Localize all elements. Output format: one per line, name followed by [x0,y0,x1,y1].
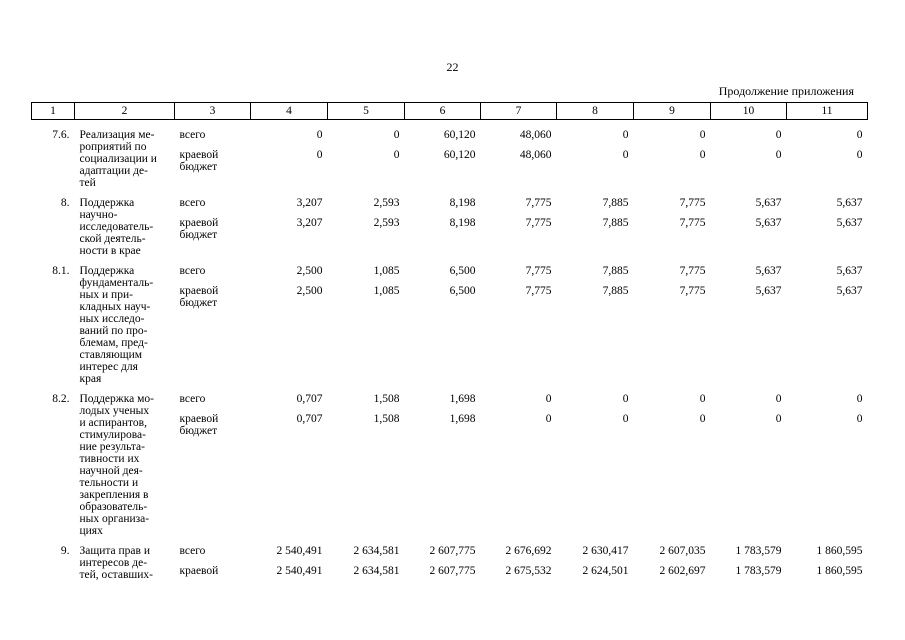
value: 2 607,775 [429,565,476,577]
value: 0 [856,393,863,405]
column-header-9: 9 [634,103,711,120]
value: 0 [316,149,323,161]
value-cell-col-5 [328,393,405,545]
value-cell-col-7 [481,120,557,198]
value: 5,637 [755,285,782,297]
value-cell-col-10 [711,120,787,198]
value-cell-col-7 [481,545,557,589]
value: 7,775 [679,217,706,229]
value-cell-col-9 [634,393,711,545]
value-cell-col-11 [787,197,868,265]
value: 7,775 [679,285,706,297]
value: 0 [622,129,629,141]
value-cell-col-5 [328,545,405,589]
value: 48,060 [519,149,552,161]
value: 0 [775,149,782,161]
value: 0 [856,129,863,141]
value: 0 [622,413,629,425]
value: 0 [699,413,706,425]
value: 0,707 [296,413,323,425]
value-cell-col-11 [787,120,868,198]
value: 0 [622,393,629,405]
value: 0 [622,149,629,161]
funding-source [175,197,251,265]
row-number: 8.2. [52,393,70,405]
value-cell-col-6 [405,393,481,545]
row-name: Поддержка мо- лодых ученых и аспирантов, стимулирова- ние результа- тивности их научной дея- тельности и закрепления в образователь- ных организа- циях [79,393,154,537]
value: 0 [545,413,552,425]
funding-source-label: краевой бюджет [179,413,219,437]
funding-source-label: краевой бюджет [179,149,219,173]
value: 5,637 [755,265,782,277]
value: 48,060 [519,129,552,141]
value: 2 602,697 [659,565,706,577]
value: 7,775 [525,265,552,277]
value: 1 783,579 [735,565,782,577]
value-cell-col-6 [405,545,481,589]
value: 0,707 [296,393,323,405]
value: 6,500 [449,265,476,277]
value-cell-col-8 [557,545,634,589]
value-cell-col-6 [405,197,481,265]
value: 0 [393,149,400,161]
value: 2,593 [373,197,400,209]
value: 7,775 [525,197,552,209]
value: 5,637 [836,265,863,277]
funding-source-label: всего [179,393,206,405]
value: 5,637 [836,217,863,229]
row-number: 8. [60,197,70,209]
column-header-2: 2 [75,103,175,120]
row-name: Поддержка фундаменталь- ных и при- кладных науч- ных исследо- ваний по про- блемам, пред- ставляющим интерес для края [79,265,154,385]
value-cell-col-9 [634,120,711,198]
value: 1,085 [373,265,400,277]
value: 2,593 [373,217,400,229]
row-name: Защита прав и интересов де- тей, оставших- [79,545,153,581]
value-cell-col-9 [634,197,711,265]
value: 2 540,491 [276,565,323,577]
funding-source-label: всего [179,129,206,141]
funding-source [175,545,251,589]
value: 60,120 [443,149,476,161]
table-row [32,545,868,589]
value: 5,637 [755,197,782,209]
value: 0 [699,393,706,405]
value-cell-col-4 [251,545,328,589]
value: 1,085 [373,285,400,297]
value: 2 634,581 [353,545,400,557]
page-number: 22 [446,60,459,74]
value: 1,508 [373,413,400,425]
value-cell-col-10 [711,197,787,265]
value: 5,637 [836,285,863,297]
value-cell-col-10 [711,545,787,589]
row-name: Поддержка научно- исследователь- ской деятель- ности в крае [79,197,154,257]
value: 0 [316,129,323,141]
value: 6,500 [449,285,476,297]
value: 0 [699,129,706,141]
value: 2 630,417 [582,545,629,557]
value: 0 [856,149,863,161]
value: 1,698 [449,413,476,425]
value: 8,198 [449,197,476,209]
value-cell-col-10 [711,393,787,545]
table-row [32,197,868,265]
header-row [32,103,868,120]
budget-table [31,102,868,589]
column-header-6: 6 [405,103,481,120]
table-row [32,393,868,545]
value-cell-col-7 [481,393,557,545]
value: 0 [545,393,552,405]
value: 8,198 [449,217,476,229]
value: 7,775 [679,197,706,209]
value: 2,500 [296,265,323,277]
value-cell-col-11 [787,393,868,545]
column-header-10: 10 [711,103,787,120]
value-cell-col-5 [328,120,405,198]
value: 0 [775,393,782,405]
value: 0 [856,413,863,425]
value-cell-col-8 [557,120,634,198]
value: 7,885 [602,265,629,277]
funding-source-label: краевой [179,565,219,577]
value: 5,637 [836,197,863,209]
value: 2 607,775 [429,545,476,557]
value-cell-col-4 [251,265,328,393]
column-header-11: 11 [787,103,868,120]
value-cell-col-6 [405,120,481,198]
value: 7,775 [525,217,552,229]
row-name: Реализация ме- роприятий по социализации и адаптации де- тей [79,129,157,189]
value-cell-col-11 [787,265,868,393]
value: 2 675,532 [505,565,552,577]
value: 2 634,581 [353,565,400,577]
value: 0 [699,149,706,161]
table-row [32,265,868,393]
value: 3,207 [296,217,323,229]
table-row [32,120,868,198]
value: 60,120 [443,129,476,141]
value: 3,207 [296,197,323,209]
value: 1,698 [449,393,476,405]
value: 1,508 [373,393,400,405]
value: 1 860,595 [816,565,863,577]
funding-source-label: всего [179,545,206,557]
table-body [32,120,868,590]
value-cell-col-8 [557,393,634,545]
funding-source [175,265,251,393]
value-cell-col-7 [481,197,557,265]
value: 2 540,491 [276,545,323,557]
continuation-label: Продолжение приложения [718,84,854,98]
value-cell-col-6 [405,265,481,393]
value: 2 607,035 [659,545,706,557]
funding-source-label: краевой бюджет [179,285,219,309]
funding-source-label: всего [179,265,206,277]
value-cell-col-8 [557,197,634,265]
value: 2 676,692 [505,545,552,557]
value-cell-col-7 [481,265,557,393]
row-number: 8.1. [52,265,70,277]
row-number: 7.6. [52,129,70,141]
row-number: 9. [60,545,70,557]
value: 0 [393,129,400,141]
value-cell-col-4 [251,120,328,198]
value-cell-col-8 [557,265,634,393]
value-cell-col-4 [251,197,328,265]
value-cell-col-9 [634,265,711,393]
column-header-1: 1 [32,103,75,120]
column-header-5: 5 [328,103,405,120]
funding-source [175,393,251,545]
value-cell-col-5 [328,265,405,393]
value-cell-col-11 [787,545,868,589]
value: 1 860,595 [816,545,863,557]
value-cell-col-10 [711,265,787,393]
column-header-4: 4 [251,103,328,120]
value: 2 624,501 [582,565,629,577]
value: 7,885 [602,197,629,209]
value: 0 [775,413,782,425]
value: 1 783,579 [735,545,782,557]
value: 7,885 [602,285,629,297]
funding-source-label: краевой бюджет [179,217,219,241]
value: 5,637 [755,217,782,229]
value-cell-col-4 [251,393,328,545]
value: 0 [775,129,782,141]
value: 7,775 [525,285,552,297]
funding-source [175,120,251,198]
value: 7,775 [679,265,706,277]
column-header-3: 3 [175,103,251,120]
value: 7,885 [602,217,629,229]
column-header-8: 8 [557,103,634,120]
funding-source-label: всего [179,197,206,209]
value-cell-col-9 [634,545,711,589]
value: 2,500 [296,285,323,297]
column-header-7: 7 [481,103,557,120]
value-cell-col-5 [328,197,405,265]
